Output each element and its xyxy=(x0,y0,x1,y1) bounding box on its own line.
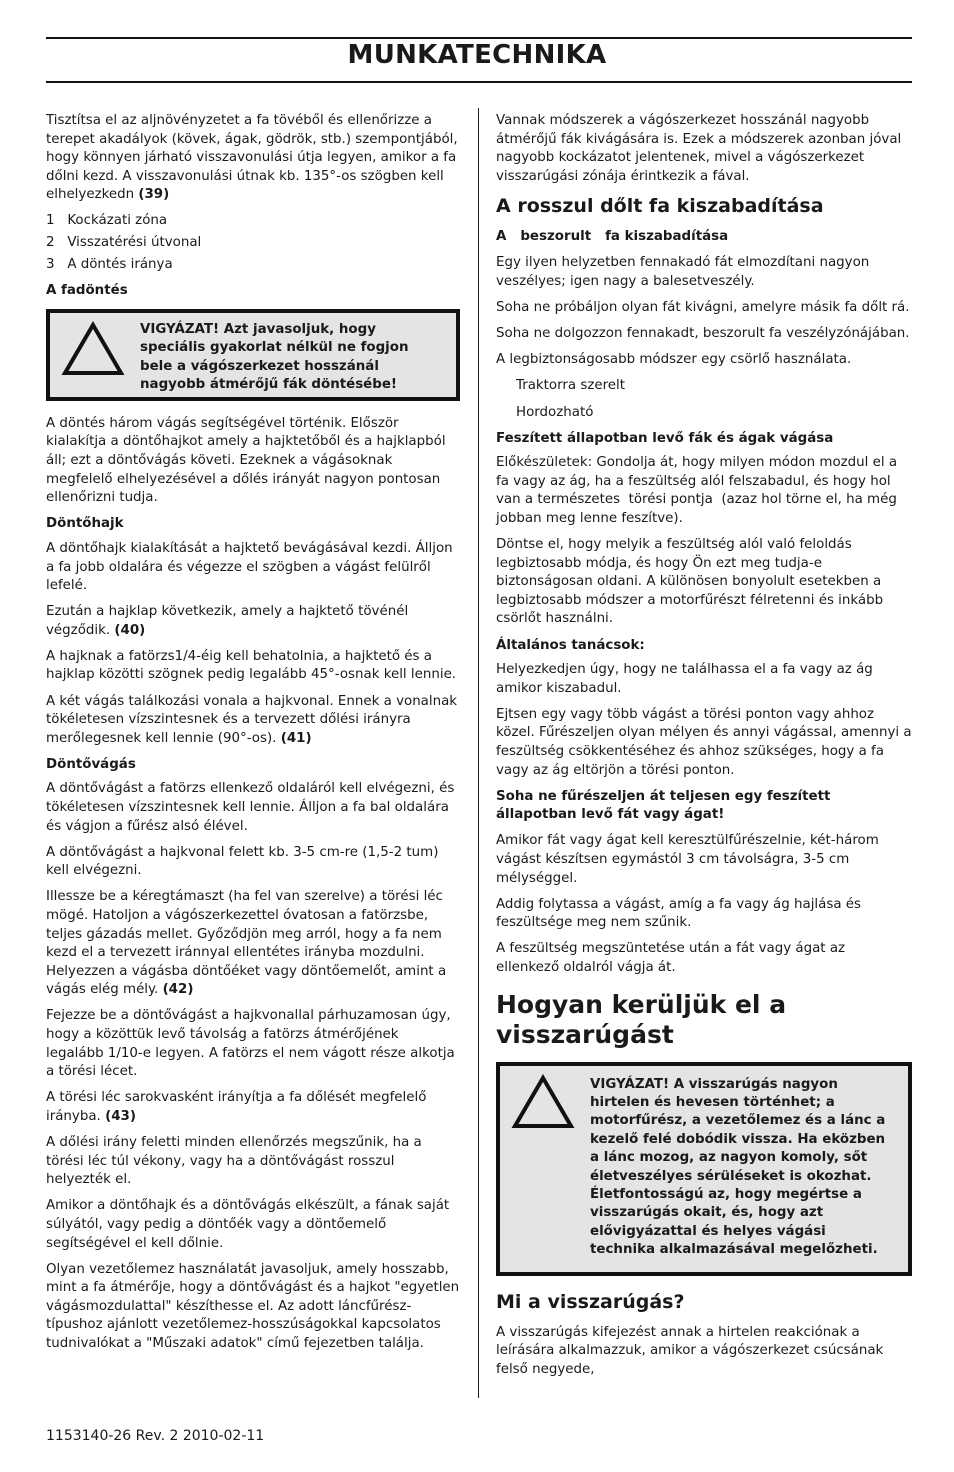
page-title: MUNKATECHNIKA xyxy=(347,40,607,70)
section-heading: A fadöntés xyxy=(46,283,128,299)
list-item: Hordozható xyxy=(516,404,594,420)
paragraph: A döntőhajk kialakítását a hajktető bevágásával kezdi. Álljon a fa jobb oldalára és végezze el szögben a vágást felülről lefelé. xyxy=(46,540,453,594)
subsection-heading: A beszorult fa kiszabadítása xyxy=(496,228,729,244)
paragraph: Fejezze be a döntővágást a hajkvonallal párhuzamosan úgy, hogy a közöttük levő távolság a fatörzs átmérőjének legalább 1/10-e legyen. A fatörzs el nem vágott része alkotja a törési lécet. xyxy=(46,1008,455,1080)
paragraph: A legbiztonságosabb módszer egy csörlő használata. xyxy=(496,352,852,368)
paragraph: Amikor a döntőhajk és a döntővágás elkészült, a fának saját súlyától, vagy pedig a döntőék vagy a döntőemelő segítségével el kell dőlnie. xyxy=(46,1198,450,1251)
paragraph: Ejtsen egy vagy több vágást a törési ponton vagy ahhoz közel. Fűrészeljen olyan mélyen és annyi vágással, amennyi a feszültség csökkentéséhez és ahhoz szükséges, hogy a fa vagy az ág eltörjön a törési ponton. xyxy=(496,706,912,778)
section-heading: Mi a visszarúgás? xyxy=(496,1290,685,1313)
section-title: Hogyan kerüljük el a visszarúgást xyxy=(496,989,787,1049)
paragraph: A döntés három vágás segítségével történik. Először kialakítja a döntőhajkot amely a hajktetőből és a hajklapból áll; ezt a döntővágás követi. Ezeknek a vágásoknak megfelelő elhelyezésével a dőlés irányát nagyon pontosan ellenőrizni tudja. xyxy=(46,415,446,506)
figure-ref: (40) xyxy=(114,622,146,638)
list-item: 3 A döntés iránya xyxy=(46,256,173,272)
paragraph: A dőlési irány feletti minden ellenőrzés megszűnik, ha a törési léc túl vékony, vagy ha a döntővágást rosszul helyezték el. xyxy=(46,1135,422,1188)
paragraph: A döntővágást a fatörzs ellenkező oldaláról kell elvégezni, és tökéletesen vízszintesnek kell lennie. Álljon a fa bal oldalára és vágjon a fűrész alsó élével. xyxy=(46,781,455,834)
paragraph: A feszültség megszüntetése után a fát vagy ágat az ellenkező oldalról vágja át. xyxy=(496,941,846,975)
paragraph: A döntővágást a hajkvonal felett kb. 3-5 cm-re (1,5-2 tum) kell elvégezni. xyxy=(46,844,439,879)
subsection-heading: Feszített állapotban levő fák és ágak vágása xyxy=(496,430,834,446)
list-item: 2 Visszatérési útvonal xyxy=(46,235,202,251)
paragraph: Soha ne próbáljon olyan fát kivágni, amelyre másik fa dőlt rá. xyxy=(496,300,910,316)
warning-box xyxy=(496,1062,912,1276)
warning-text: VIGYÁZAT! A visszarúgás nagyon hirtelen és hevesen történhet; a motorfűrész, a vezetőlemez és a lánc a kezelő felé dobódik vissza. Ha eközben a lánc mozog, az nagyon komoly, sőt életveszélyes sérüléseket is okozhat. Életfontosságú az, hogy megértse a visszarúgás okait, és, hogy azt elővigyázattal és helyes vágási technika alkalmazásával megelőzheti. xyxy=(590,1076,886,1258)
paragraph: Illessze be a kéregtámaszt (ha fel van szerelve) a törési léc mögé. Hatoljon a vágószerkezettel óvatosan a fatörzsbe, teljes gázadás mellet. Győződjön meg arról, hogy a fa nem kezd el a tervezett iránnyal ellentétes irányba mozdulni. Helyezzen a vágásba döntőéket vagy döntőemelőt, amint a vágás elég mély. (42) xyxy=(46,889,447,998)
warning-triangle-icon xyxy=(50,313,136,397)
warning-text: VIGYÁZAT! Azt javasoljuk, hogy speciális gyakorlat nélkül ne fogjon bele a vágószerkezet hosszánál nagyobb átmérőjű fák döntésébe! xyxy=(140,321,409,393)
figure-ref: (41) xyxy=(280,730,312,746)
right-column xyxy=(496,112,912,1387)
left-column xyxy=(46,112,460,1361)
paragraph: A két vágás találkozási vonala a hajkvonal. Ennek a vonalnak tökéletesen vízszintesnek és a tervezett dőlési irányra merőlegesnek kell lennie (90°-os). (41) xyxy=(46,693,458,746)
header-bottom-rule xyxy=(46,81,912,83)
paragraph: Helyezkedjen úgy, hogy ne találhassa el a fa vagy az ág amikor kiszabadul. xyxy=(496,662,873,696)
figure-ref: (43) xyxy=(105,1108,136,1124)
paragraph: Olyan vezetőlemez használatát javasoljuk, amely hosszabb, mint a fa átmérője, hogy a döntővágást és a hajkot "egyetlen vágásmozdulattal" készíthesse el. Az adott láncfűrész-típushoz ajánlott vezetőlemez-hosszúságokkal kapcsolatos tudnivalókat a "Műszaki adatok" című fejezetben találja. xyxy=(46,1261,460,1351)
paragraph-bold: Soha ne fűrészeljen át teljesen egy feszített állapotban levő fát vagy ágat! xyxy=(496,788,831,823)
column-divider xyxy=(478,108,479,1398)
paragraph: Addig folytassa a vágást, amíg a fa vagy ág hajlása és feszültsége meg nem szűnik. xyxy=(496,896,861,931)
paragraph: A visszarúgás kifejezést annak a hirtelen reakciónak a leírására alkalmazzuk, amikor a vágószerkezet csúcsának felső negyede, xyxy=(496,1324,884,1377)
paragraph: Előkészületek: Gondolja át, hogy milyen módon mozdul el a fa vagy az ág, ha a feszültség alól felszabadul, és hogy hol van a természetes törési pontja (azaz hol törne el, ha még jobban meg lenne feszítve). xyxy=(496,455,902,526)
section-heading: A rosszul dőlt fa kiszabadítása xyxy=(496,194,824,217)
numbered-list xyxy=(46,212,460,274)
list-item: 1 Kockázati zóna xyxy=(46,213,168,229)
document-id: 1153140-26 Rev. 2 2010-02-11 xyxy=(46,1428,265,1444)
paragraph: A hajknak a fatörzs1/4-éig kell behatolnia, a hajktető és a hajklap közötti szögnek pedig legalább 45°-osnak kell lennie. xyxy=(46,648,457,683)
section-heading: Döntőhajk xyxy=(46,516,124,532)
list-item: Traktorra szerelt xyxy=(516,378,626,394)
paragraph: Egy ilyen helyzetben fennakadó fát elmozdítani nagyon veszélyes; igen nagy a balesetveszély. xyxy=(496,255,870,290)
paragraph: Vannak módszerek a vágószerkezet hosszánál nagyobb átmérőjű fák kivágására is. Ezek a módszerek azonban jóval nagyobb kockázatot jelentenek, mivel a vágószerkezet visszarúgási zónája érintkezik a fával. xyxy=(496,113,902,184)
paragraph: A törési léc sarokvasként irányítja a fa dőlését megfelelő irányba. (43) xyxy=(46,1090,427,1124)
paragraph: Amikor fát vagy ágat kell keresztülfűrészelnie, két-három vágást készítsen egymástól 3 cm távolságra, 3-5 cm mélységgel. xyxy=(496,833,879,886)
figure-ref: (42) xyxy=(162,982,194,998)
section-heading: Döntővágás xyxy=(46,756,136,772)
paragraph: Soha ne dolgozzon fennakadt, beszorult fa veszélyzónájában. xyxy=(496,326,910,342)
warning-box xyxy=(46,309,460,401)
warning-triangle-icon xyxy=(500,1066,586,1272)
paragraph: Döntse el, hogy melyik a feszültség alól való feloldás legbiztosabb módja, és hogy Ön ezt meg tudja-e biztonságosan oldani. A különösen bonyolult esetekben a legbiztosabb módszer a motorfűrészt félretenni és inkább csörlőt használni. xyxy=(496,537,884,627)
subsection-heading: Általános tanácsok: xyxy=(496,637,645,653)
intro-paragraph: Tisztítsa el az aljnövényzetet a fa tövéből és ellenőrizze a terepet akadályok (kövek, ágak, gödrök, stb.) szempontjából, hogy könnyen járható visszavonulási útja legyen, amikor a fa dőlni kezd. A visszavonulási útnak kb. 135°-os szögben kell elhelyezkedn (39) xyxy=(46,113,458,203)
figure-ref: (39) xyxy=(138,187,170,203)
paragraph: Ezután a hajklap következik, amely a hajktető tövénél végződik. (40) xyxy=(46,604,409,638)
header-top-rule xyxy=(46,37,912,39)
